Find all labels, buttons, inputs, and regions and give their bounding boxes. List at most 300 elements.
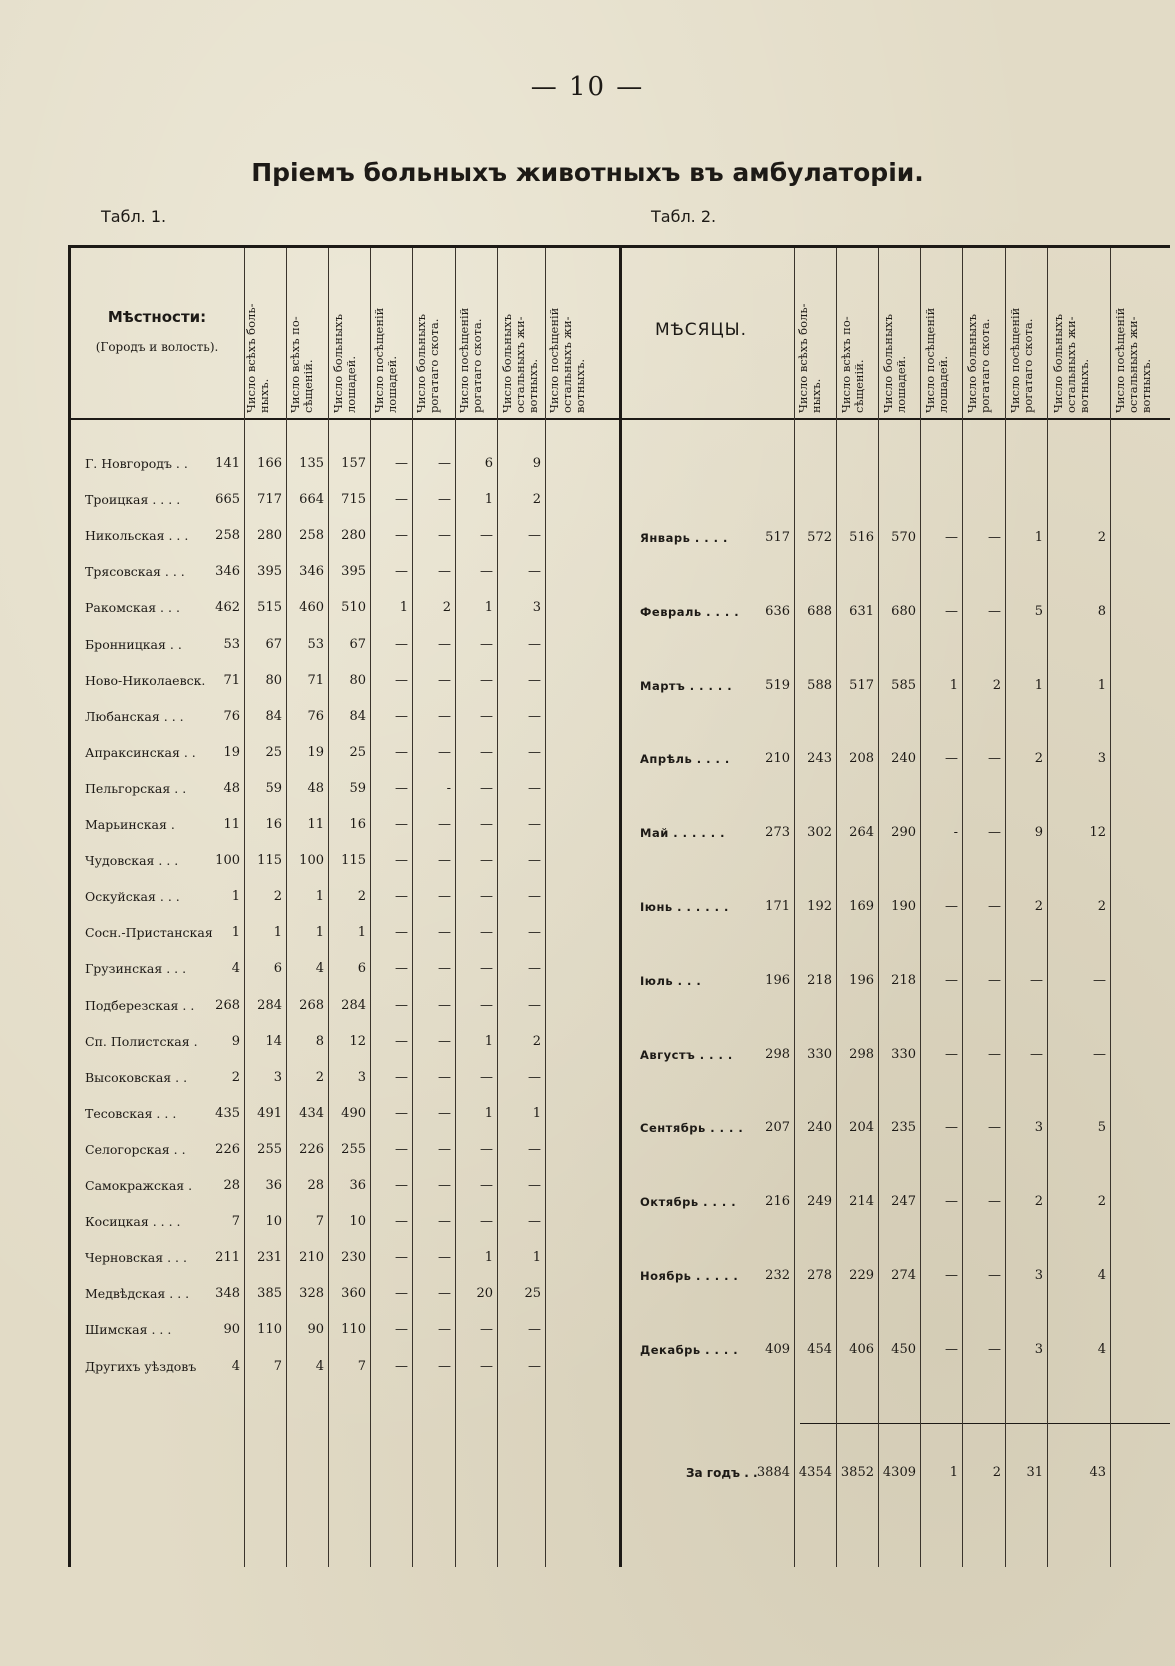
table1-cell: 4 (231, 1358, 240, 1374)
table1-cell: 2 (357, 889, 366, 905)
table1-cell: — (395, 708, 408, 724)
table2-month-name: Мартъ . . . . . (640, 678, 733, 693)
table2-cell: — (988, 899, 1001, 914)
table2-cell: — (945, 1046, 958, 1062)
table1-cell: — (395, 456, 408, 471)
table1-cell: 166 (257, 456, 282, 471)
table2-cell: 5 (1034, 603, 1043, 619)
table1-cell: 360 (341, 1286, 366, 1302)
table1-cell: 665 (215, 492, 240, 508)
table1-cell: — (528, 1069, 541, 1085)
table2-month-name: Февраль . . . . (640, 604, 740, 619)
total-rule (800, 1423, 1170, 1424)
table2-column-header: Число больныхъ рогатаго скота. (965, 314, 992, 413)
table1-cell: — (438, 1322, 451, 1338)
table1-cell: — (395, 889, 408, 905)
table2-month-name: Январь . . . . (640, 531, 728, 545)
table2-month-name: Апрѣль . . . . (640, 752, 730, 767)
table2-cell: 290 (891, 825, 916, 841)
table1-cell: 258 (299, 528, 324, 544)
table2-column-header: Число больныхъ остальныхъ жи- вотныхъ. (1051, 314, 1091, 413)
table1-cell: 4 (231, 961, 240, 977)
table2-cell: 278 (807, 1268, 832, 1283)
table1-cell: 226 (215, 1141, 240, 1157)
table2-cell: 450 (891, 1341, 916, 1357)
table1-cell: — (438, 1178, 451, 1193)
table2-cell: 330 (891, 1046, 916, 1062)
table1-column-header: Число всѣхъ боль- ныхъ. (244, 303, 271, 413)
table1-cell: — (528, 672, 541, 688)
table2-column-header: Число посѣщеній лошадей. (923, 307, 950, 413)
table2-column-line (1047, 248, 1048, 1567)
table1-cell: 7 (357, 1358, 366, 1374)
table1-cell: — (480, 708, 493, 724)
table1-place-name: Ракомская . . . (85, 600, 180, 616)
table2-column-header: Число больныхъ лошадей. (881, 314, 908, 413)
table2-cell: 2 (1034, 751, 1043, 767)
table2-cell: 409 (765, 1341, 790, 1357)
table1-cell: — (438, 1141, 451, 1157)
table2-cell: — (1030, 972, 1043, 988)
table1-cell: 36 (349, 1178, 366, 1193)
table1-left-border (68, 245, 71, 1567)
table1-cell: 71 (307, 672, 324, 688)
table2-cell: — (945, 1120, 958, 1136)
table1-cell: — (438, 961, 451, 977)
table1-cell: 19 (307, 744, 324, 760)
table2-cell: 406 (849, 1341, 874, 1357)
table1-cell: — (528, 817, 541, 832)
table1-cell: 346 (215, 564, 240, 580)
table2-cell: — (988, 1120, 1001, 1136)
table1-cell: 11 (223, 817, 240, 832)
table2-cell: 218 (807, 972, 832, 988)
table1-cell: — (480, 997, 493, 1013)
table2-cell: 636 (765, 603, 790, 619)
table1-cell: 76 (307, 708, 324, 724)
table1-cell: — (480, 1322, 493, 1338)
table2-cell: 247 (891, 1194, 916, 1210)
table1-cell: — (395, 1214, 408, 1230)
table1-cell: — (480, 780, 493, 796)
table1-cell: — (438, 889, 451, 905)
table1-cell: — (395, 1358, 408, 1374)
table1-cell: — (438, 528, 451, 544)
table1-place-name: Троицкая . . . . (85, 492, 181, 508)
table1-cell: — (395, 780, 408, 796)
table1-cell: 348 (215, 1286, 240, 1302)
table2-cell: 196 (849, 972, 874, 988)
table1-place-name: Чудовская . . . (85, 853, 179, 869)
table2-cell: — (988, 1046, 1001, 1062)
table1-cell: 1 (315, 925, 324, 941)
table1-cell: 462 (215, 600, 240, 616)
table1-cell: 230 (341, 1250, 366, 1266)
table2-cell: 171 (765, 899, 790, 914)
table1-cell: — (480, 564, 493, 580)
table1-cell: 71 (223, 672, 240, 688)
table2-cell: 302 (807, 825, 832, 841)
table1-cell: 211 (215, 1250, 240, 1266)
table1-place-name: Оскуйская . . . (85, 889, 180, 905)
table2-cell: 208 (849, 751, 874, 767)
table1-cell: — (528, 1214, 541, 1230)
table1-cell: 9 (231, 1033, 240, 1049)
table1-place-name: Медвѣдская . . . (85, 1286, 190, 1302)
table2-cell: 5 (1097, 1120, 1106, 1136)
table1-cell: 434 (299, 1105, 324, 1121)
table1-place-name: Сосн.-Пристанская (85, 925, 213, 941)
table1-label: Табл. 1. (101, 207, 167, 226)
table1-cell: 115 (341, 853, 366, 869)
table1-cell: — (438, 1214, 451, 1230)
table1-cell: — (480, 817, 493, 832)
table2-cell: 454 (807, 1341, 832, 1357)
table1-cell: — (395, 636, 408, 652)
table2-cell: 298 (765, 1046, 790, 1062)
table2-cell: — (945, 751, 958, 767)
table2-header-title: МѢСЯЦЫ. (655, 320, 748, 340)
table2-column-line (1110, 248, 1111, 1567)
table1-cell: — (438, 744, 451, 760)
table1-cell: 1 (357, 925, 366, 941)
table1-cell: 115 (257, 853, 282, 869)
table1-cell: 80 (265, 672, 282, 688)
table2-cell: 519 (765, 677, 790, 693)
table1-cell: 10 (265, 1214, 282, 1230)
table1-cell: 16 (349, 817, 366, 832)
table1-column-header: Число всѣхъ по- сѣщеній. (288, 316, 315, 413)
table2-cell: 517 (765, 530, 790, 545)
table2-cell: 210 (765, 751, 790, 767)
table2-cell: 240 (891, 751, 916, 767)
table1-cell: — (528, 744, 541, 760)
table1-place-name: Никольская . . . (85, 528, 189, 544)
table2-month-name: Октябрь . . . . (640, 1195, 737, 1210)
table1-cell: 3 (532, 600, 541, 616)
table1-cell: 6 (273, 961, 282, 977)
table1-cell: 90 (307, 1322, 324, 1338)
table1-cell: — (480, 1358, 493, 1374)
table2-cell: — (945, 1268, 958, 1283)
table1-cell: 4 (315, 961, 324, 977)
table1-cell: — (395, 1105, 408, 1121)
table1-cell: — (480, 1214, 493, 1230)
table2-column-header: Число посѣщеній рогатаго скота. (1008, 307, 1035, 413)
table2-cell: - (953, 825, 958, 841)
table1-cell: — (528, 997, 541, 1013)
table1-cell: 157 (341, 456, 366, 471)
table1-column-header: Число больныхъ рогатаго скота. (414, 314, 441, 413)
table1-cell: 515 (257, 600, 282, 616)
table1-cell: — (438, 492, 451, 508)
table2-cell: — (988, 1194, 1001, 1210)
table2-cell: 2 (1097, 1194, 1106, 1210)
table2-cell: 249 (807, 1194, 832, 1210)
table2-cell: 3 (1034, 1341, 1043, 1357)
table1-cell: — (395, 1250, 408, 1266)
table1-cell: 2 (532, 492, 541, 508)
table1-cell: — (395, 925, 408, 941)
table2-cell: 585 (891, 677, 916, 693)
table1-cell: 490 (341, 1105, 366, 1121)
table1-cell: — (438, 636, 451, 652)
table1-cell: 9 (532, 456, 541, 471)
table2-total-cell: 4309 (882, 1465, 916, 1480)
table1-cell: 1 (231, 925, 240, 941)
table1-cell: — (528, 780, 541, 796)
table1-cell: 67 (349, 636, 366, 652)
table1-cell: 255 (341, 1141, 366, 1157)
table1-cell: — (438, 1358, 451, 1374)
table1-cell: 28 (307, 1178, 324, 1193)
table1-cell: — (528, 1141, 541, 1157)
table2-cell: 204 (849, 1120, 874, 1136)
table1-header-subtitle: (Городъ и волость). (95, 340, 219, 354)
table2-cell: 3 (1034, 1268, 1043, 1283)
table1-header-title: Мѣстности: (107, 308, 207, 326)
table1-cell: 10 (349, 1214, 366, 1230)
table1-cell: 2 (273, 889, 282, 905)
table1-cell: 1 (532, 1105, 541, 1121)
table2-cell: 214 (849, 1194, 874, 1210)
table2-cell: 2 (1097, 899, 1106, 914)
table1-cell: 76 (223, 708, 240, 724)
table2-cell: — (1093, 972, 1106, 988)
table2-cell: 688 (807, 603, 832, 619)
table1-cell: 7 (231, 1214, 240, 1230)
table2-column-header: Число всѣхъ боль- ныхъ. (796, 303, 823, 413)
table2-total-cell: 3884 (756, 1465, 790, 1480)
table2-total-cell: 2 (992, 1465, 1001, 1480)
table1-cell: 284 (341, 997, 366, 1013)
table1-cell: 59 (349, 780, 366, 796)
table1-cell: 2 (442, 600, 451, 616)
table2-cell: 2 (992, 677, 1001, 693)
table1-cell: — (528, 889, 541, 905)
table2-cell: — (988, 825, 1001, 841)
table1-cell: 3 (273, 1069, 282, 1085)
tables-separator (619, 245, 622, 1567)
table1-cell: 2 (532, 1033, 541, 1049)
table2-cell: — (988, 972, 1001, 988)
table1-cell: — (528, 1178, 541, 1193)
table1-cell: 7 (273, 1358, 282, 1374)
table1-cell: — (528, 925, 541, 941)
table1-cell: 1 (315, 889, 324, 905)
table1-cell: 90 (223, 1322, 240, 1338)
table1-cell: 2 (315, 1069, 324, 1085)
table2-cell: 235 (891, 1120, 916, 1136)
table1-place-name: Любанская . . . (85, 708, 184, 724)
table1-cell: — (395, 1178, 408, 1193)
table1-cell: — (480, 925, 493, 941)
table2-total-cell: 31 (1026, 1465, 1043, 1480)
table1-cell: 510 (341, 600, 366, 616)
table1-cell: — (480, 744, 493, 760)
table1-cell: 84 (349, 708, 366, 724)
table1-cell: 59 (265, 780, 282, 796)
table2-total-cell: 3852 (840, 1465, 874, 1480)
table1-place-name: Грузинская . . . (85, 961, 187, 977)
table2-cell: — (1030, 1046, 1043, 1062)
table2-cell: 1 (1034, 530, 1043, 545)
table2-cell: 243 (807, 751, 832, 767)
table2-month-name: Май . . . . . . (640, 826, 725, 841)
table2-month-name: Іюнь . . . . . . (640, 900, 729, 914)
table2-cell: 207 (765, 1120, 790, 1136)
table1-cell: 1 (273, 925, 282, 941)
table1-cell: — (438, 564, 451, 580)
table2-cell: 330 (807, 1046, 832, 1062)
table2-cell: 169 (849, 899, 874, 914)
table2-cell: 517 (849, 677, 874, 693)
table1-cell: 395 (341, 564, 366, 580)
table1-cell: 14 (265, 1033, 282, 1049)
table1-cell: 48 (223, 780, 240, 796)
table1-cell: 84 (265, 708, 282, 724)
table1-cell: — (438, 708, 451, 724)
table2-cell: 240 (807, 1120, 832, 1136)
table1-cell: 1 (484, 600, 493, 616)
table2-cell: — (945, 899, 958, 914)
table1-cell: 1 (399, 600, 408, 616)
table1-cell: 255 (257, 1141, 282, 1157)
table1-cell: — (395, 1033, 408, 1049)
table1-cell: — (395, 1322, 408, 1338)
table1-cell: 664 (299, 492, 324, 508)
table2-month-name: Сентябрь . . . . (640, 1121, 744, 1136)
table2-cell: — (945, 530, 958, 545)
table2-cell: 229 (849, 1268, 874, 1283)
table1-place-name: Марьинская . (85, 817, 175, 832)
table2-cell: 4 (1097, 1341, 1106, 1357)
table2-cell: 572 (807, 530, 832, 545)
table1-cell: 460 (299, 600, 324, 616)
table2-cell: 2 (1034, 899, 1043, 914)
table1-header (72, 308, 242, 354)
table1-place-name: Сп. Полистская . (85, 1033, 198, 1049)
table1-cell: — (395, 744, 408, 760)
table1-place-name: Высоковская . . (85, 1069, 188, 1085)
table1-place-name: Трясовская . . . (85, 564, 185, 580)
table1-cell: 258 (215, 528, 240, 544)
table1-cell: 110 (257, 1322, 282, 1338)
table2-cell: 2 (1097, 530, 1106, 545)
table2-cell: 298 (849, 1046, 874, 1062)
table2-label: Табл. 2. (651, 207, 717, 226)
table2-cell: — (945, 1341, 958, 1357)
table1-cell: 7 (315, 1214, 324, 1230)
table1-cell: 1 (231, 889, 240, 905)
page-number: — 10 — (530, 72, 645, 102)
table2-cell: 273 (765, 825, 790, 841)
table2-cell: 4 (1097, 1268, 1106, 1283)
table2-cell: — (945, 1194, 958, 1210)
table1-cell: — (438, 1105, 451, 1121)
table1-cell: — (480, 889, 493, 905)
table1-cell: — (395, 492, 408, 508)
table1-cell: 80 (349, 672, 366, 688)
table1-place-name: Подберезская . . (85, 997, 195, 1013)
table1-cell: 4 (315, 1358, 324, 1374)
table1-column-header: Число посѣщеній остальныхъ жи- вотныхъ. (547, 307, 587, 413)
table2-total-label: За годъ . . (686, 1466, 758, 1480)
table1-cell: — (438, 853, 451, 869)
table1-cell: 135 (299, 456, 324, 471)
table2-cell: 516 (849, 530, 874, 545)
table2-cell: 218 (891, 972, 916, 988)
table2-cell: — (988, 1268, 1001, 1283)
table1-place-name: Г. Новгородъ . . (85, 456, 188, 471)
table1-cell: 11 (307, 817, 324, 832)
table1-cell: — (395, 564, 408, 580)
table1-cell: — (438, 1286, 451, 1302)
table1-place-name: Тесовская . . . (85, 1105, 177, 1121)
table1-cell: — (480, 853, 493, 869)
table1-cell: — (438, 817, 451, 832)
table1-place-name: Селогорская . . (85, 1141, 186, 1157)
table1-cell: 19 (223, 744, 240, 760)
table2-cell: 192 (807, 899, 832, 914)
table2-cell: — (945, 972, 958, 988)
table1-cell: 395 (257, 564, 282, 580)
table2-cell: — (988, 603, 1001, 619)
table2-cell: 570 (891, 530, 916, 545)
table2-column-header: Число всѣхъ по- сѣщеній. (839, 316, 866, 413)
table2-column-header: Число посѣщеній остальныхъ жи- вотныхъ. (1113, 307, 1153, 413)
table1-cell: 280 (257, 528, 282, 544)
table1-cell: — (480, 636, 493, 652)
table2-cell: 8 (1097, 603, 1106, 619)
table2-total-cell: 1 (949, 1465, 958, 1480)
table1-place-name: Бронницкая . . (85, 636, 182, 652)
table1-cell: 1 (532, 1250, 541, 1266)
table1-cell: 715 (341, 492, 366, 508)
table2-cell: 1 (949, 677, 958, 693)
table1-cell: 717 (257, 492, 282, 508)
table2-cell: 1 (1097, 677, 1106, 693)
table1-cell: 1 (484, 1105, 493, 1121)
table1-cell: 3 (357, 1069, 366, 1085)
table1-cell: 346 (299, 564, 324, 580)
table1-cell: 8 (315, 1033, 324, 1049)
table1-cell: 231 (257, 1250, 282, 1266)
table1-cell: 53 (223, 636, 240, 652)
table2-cell: 12 (1089, 825, 1106, 841)
table1-cell: 280 (341, 528, 366, 544)
table1-cell: — (438, 925, 451, 941)
table1-cell: 435 (215, 1105, 240, 1121)
table1-cell: — (395, 528, 408, 544)
table1-cell: 28 (223, 1178, 240, 1193)
table2-cell: — (988, 530, 1001, 545)
table1-cell: — (395, 672, 408, 688)
table1-cell: 6 (484, 456, 493, 471)
table1-cell: 53 (307, 636, 324, 652)
table2-cell: 274 (891, 1268, 916, 1283)
table2-month-name: Декабрь . . . . (640, 1342, 739, 1357)
table1-cell: — (395, 961, 408, 977)
table1-cell: — (395, 1141, 408, 1157)
table1-cell: — (528, 1358, 541, 1374)
table1-cell: 48 (307, 780, 324, 796)
table1-cell: 210 (299, 1250, 324, 1266)
table1-cell: — (438, 1069, 451, 1085)
table1-cell: — (438, 1250, 451, 1266)
table1-place-name: Пельгорская . . (85, 780, 187, 796)
table1-column-header: Число посѣщеній лошадей. (372, 307, 399, 413)
